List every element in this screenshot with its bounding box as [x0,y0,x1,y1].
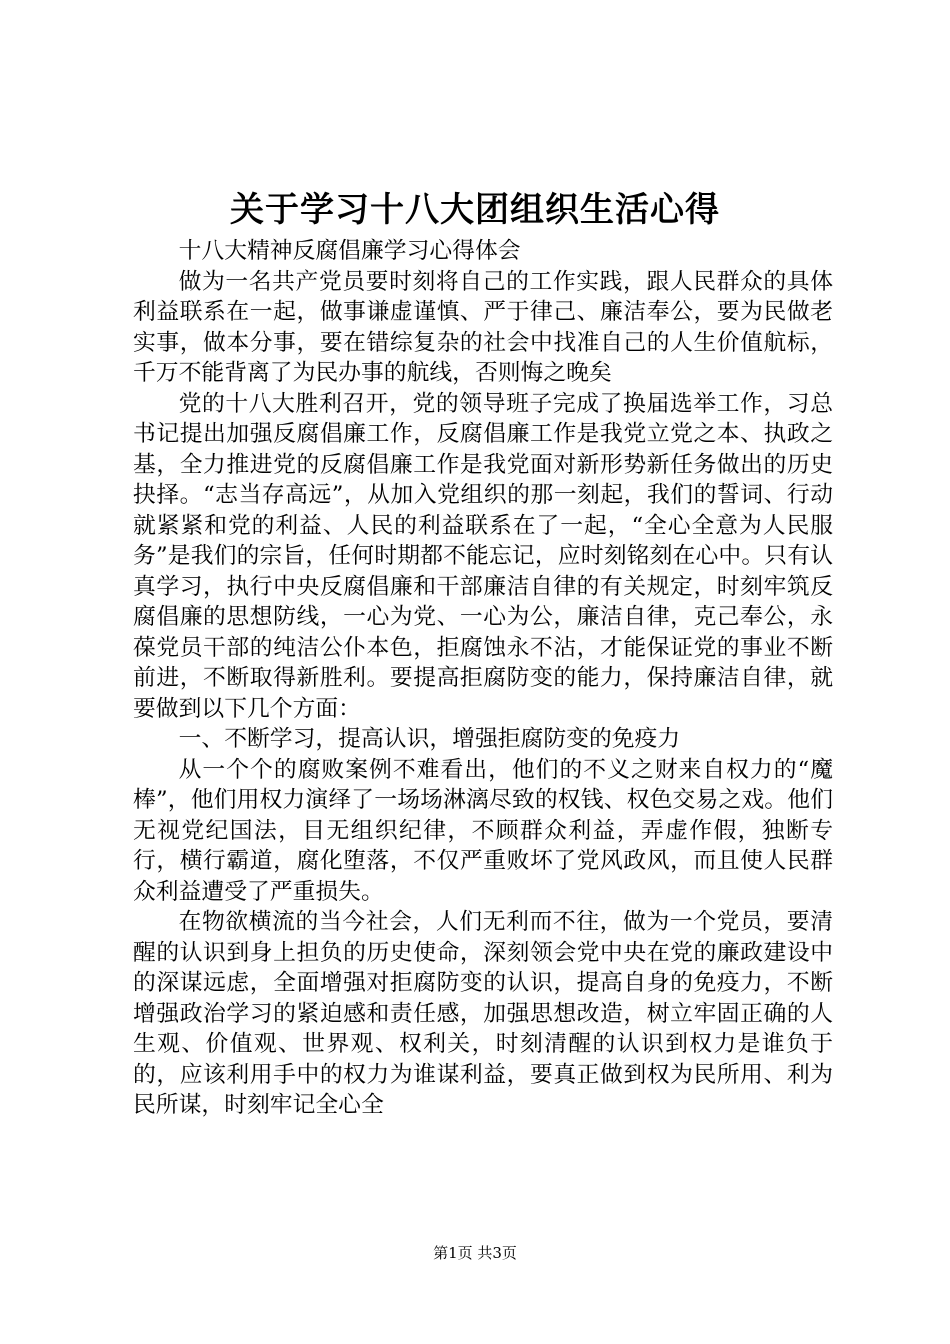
document-body [133,236,833,1121]
body-paragraph: 做为一名共产党员要时刻将自己的工作实践，跟人民群众的具体利益联系在一起，做事谦虚谨慎、严于律己、廉洁奉公，要为民做老实事，做本分事，要在错综复杂的社会中找准自己的人生价值航标，千万不能背离了为民办事的航线，否则悔之晚矣 [133,268,833,386]
body-paragraph: 在物欲横流的当今社会，人们无利而不往，做为一个党员，要清醒的认识到身上担负的历史使命，深刻领会党中央在党的廉政建设中的深谋远虑，全面增强对拒腐防变的认识，提高自身的免疫力，不断增强政治学习的紧迫感和责任感，加强思想改造，树立牢固正确的人生观、价值观、世界观、权利关，时刻清醒的认识到权力是谁负于的，应该利用手中的权力为谁谋利益，要真正做到权为民所用、利为民所谋，时刻牢记全心全 [133,909,833,1118]
document-title: 关于学习十八大团组织生活心得 [230,190,720,230]
body-paragraph: 从一个个的腐败案例不难看出，他们的不义之财来自权力的“魔棒”，他们用权力演绎了一场场淋漓尽致的权钱、权色交易之戏。他们无视党纪国法，目无组织纪律，不顾群众利益，弄虚作假，独断专行，横行霸道，腐化堕落，不仅严重败坏了党风政风，而且使人民群众利益遭受了严重损失。 [133,756,833,905]
body-paragraph: 党的十八大胜利召开，党的领导班子完成了换届选举工作，习总书记提出加强反腐倡廉工作，反腐倡廉工作是我党立党之本、执政之基，全力推进党的反腐倡廉工作是我党面对新形势新任务做出的历史抉择。“志当存高远”，从加入党组织的那一刻起，我们的誓词、行动就紧紧和党的利益、人民的利益联系在了一起，“全心全意为人民服务”是我们的宗旨，任何时期都不能忘记，应时刻铭刻在心中。只有认真学习，执行中央反腐倡廉和干部廉洁自律的有关规定，时刻牢筑反腐倡廉的思想防线，一心为党、一心为公，廉洁自律，克己奉公，永葆党员干部的纯洁公仆本色，拒腐蚀永不沾，才能保证党的事业不断前进，不断取得新胜利。要提高拒腐防变的能力，保持廉洁自律，就要做到以下几个方面： [133,390,833,722]
subtitle-paragraph: 十八大精神反腐倡廉学习心得体会 [178,238,521,264]
section-heading: 一、不断学习，提高认识，增强拒腐防变的免疫力 [178,726,681,752]
page-number-footer: 第1页 共3页 [433,1244,517,1262]
